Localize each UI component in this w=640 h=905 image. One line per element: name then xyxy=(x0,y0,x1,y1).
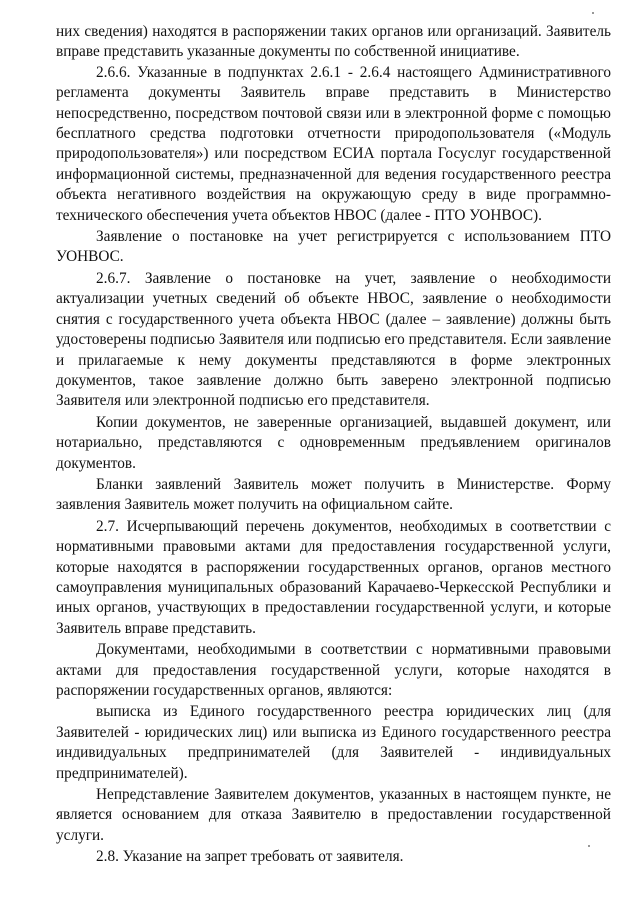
paragraph-documents: Документами, необходимыми в соответствии с нормативными правовыми актами для предоставления государственной услуги, которые находятся в распоряжении государственных органов, являются: xyxy=(56,641,611,699)
paragraph-continuation: них сведения) находятся в распоряжении таких органов или организаций. Заявитель вправе представить указанные документы по собственной инициативе. xyxy=(56,23,611,61)
scan-speck xyxy=(592,12,594,14)
paragraph-non-submission: Непредставление Заявителем документов, указанных в настоящем пункте, не является основанием для отказа Заявителю в предоставлении государственной услуги. xyxy=(56,786,611,844)
paragraph-copies: Копии документов, не заверенные организацией, выдавшей документ, или нотариально, представляются с одновременным предъявлением оригиналов документов. xyxy=(56,413,611,472)
paragraph-2-6-6: 2.6.6. Указанные в подпунктах 2.6.1 - 2.6.4 настоящего Административного регламента документы Заявитель вправе представить в Министерство непосредственно, посредством почтовой связи или в электронной форме с помощью бесплатного средства подготовки отчетности природопользователя («Модуль природопользователя») или посредством ЕСИА портала Госуслуг государственной информационной системы, предназначенной для ведения государственного реестра объекта негативного воздействия на окружающую среду в виде программно-технического обеспечения учета объектов НВОС (далее - ПТО УОНВОС). xyxy=(56,63,611,224)
paragraph-2-7: 2.7. Исчерпывающий перечень документов, необходимых в соответствии с нормативными правовыми актами для предоставления государственной услуги, которые находятся в распоряжении государственных органов, органов местного самоуправления муниципальных образований Карачаево-Черкесской Республики и иных органов, участвующих в предоставлении государственной услуги, и которые Заявитель вправе представить. xyxy=(56,517,611,637)
paragraph-2-8: 2.8. Указание на запрет требовать от заявителя. xyxy=(96,848,404,866)
document-page xyxy=(56,22,611,868)
paragraph-registration: Заявление о постановке на учет регистрируется с использованием ПТО УОНВОС. xyxy=(56,228,611,266)
paragraph-forms: Бланки заявлений Заявитель может получить в Министерстве. Форму заявления Заявитель может получить на официальном сайте. xyxy=(56,475,611,514)
paragraph-2-6-7: 2.6.7. Заявление о постановке на учет, заявление о необходимости актуализации учетных сведений об объекте НВОС, заявление о необходимости снятия с государственного учета объекта НВОС (далее – заявление) должны быть удостоверены подписью Заявителя или подписью его представителя. Если заявление и прилагаемые к нему документы представляются в форме электронных документов, такое заявление должно быть заверено электронной подписью Заявителя или электронной подписью его представителя. xyxy=(56,269,611,410)
paragraph-extract: выписка из Единого государственного реестра юридических лиц (для Заявителей - юридических лиц) или выписка из Единого государственного реестра индивидуальных предпринимателей (для Заявителей - индивидуальных предпринимателей). xyxy=(56,703,611,782)
scan-speck xyxy=(588,845,590,847)
